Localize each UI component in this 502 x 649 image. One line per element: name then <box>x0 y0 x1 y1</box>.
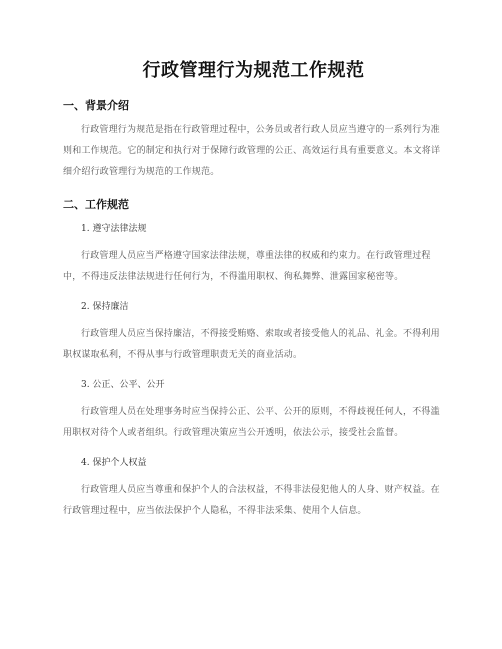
section-heading-work-norms: 二、工作规范 <box>63 198 129 211</box>
background-paragraph: 行政管理行为规范是指在行政管理过程中，公务员或者行政人员应当遵守的一系列行为准则和工作规范。它的制定和执行对于保障行政管理的公正、高效运行具有重要意义。本文将详细介绍行政管理行为规范的工作规范。 <box>63 125 441 177</box>
section-heading-background: 一、背景介绍 <box>63 99 129 112</box>
item-paragraph-integrity: 行政管理人员应当保持廉洁，不得接受贿赂、索取或者接受他人的礼品、礼金。不得利用职权谋取私利，不得从事与行政管理职责无关的商业活动。 <box>63 329 440 360</box>
document-title: 行政管理行为规范工作规范 <box>142 60 365 81</box>
item-title-obey-law: 1. 遵守法律法规 <box>81 224 147 234</box>
item-title-integrity: 2. 保持廉洁 <box>81 302 129 312</box>
item-paragraph-fairness: 行政管理人员在处理事务时应当保持公正、公平、公开的原则，不得歧视任何人，不得滥用职权对待个人或者组织。行政管理决策应当公开透明，依法公示，接受社会监督。 <box>63 407 440 438</box>
item-paragraph-personal-rights: 行政管理人员应当尊重和保护个人的合法权益，不得非法侵犯他人的人身、财产权益。在行政管理过程中，应当依法保护个人隐私，不得非法采集、使用个人信息。 <box>63 485 440 516</box>
item-title-fairness: 3. 公正、公平、公开 <box>81 380 165 390</box>
item-title-personal-rights: 4. 保护个人权益 <box>81 458 147 468</box>
item-paragraph-obey-law: 行政管理人员应当严格遵守国家法律法规，尊重法律的权威和约束力。在行政管理过程中，不得违反法律法规进行任何行为，不得滥用职权、徇私舞弊、泄露国家秘密等。 <box>63 251 431 282</box>
